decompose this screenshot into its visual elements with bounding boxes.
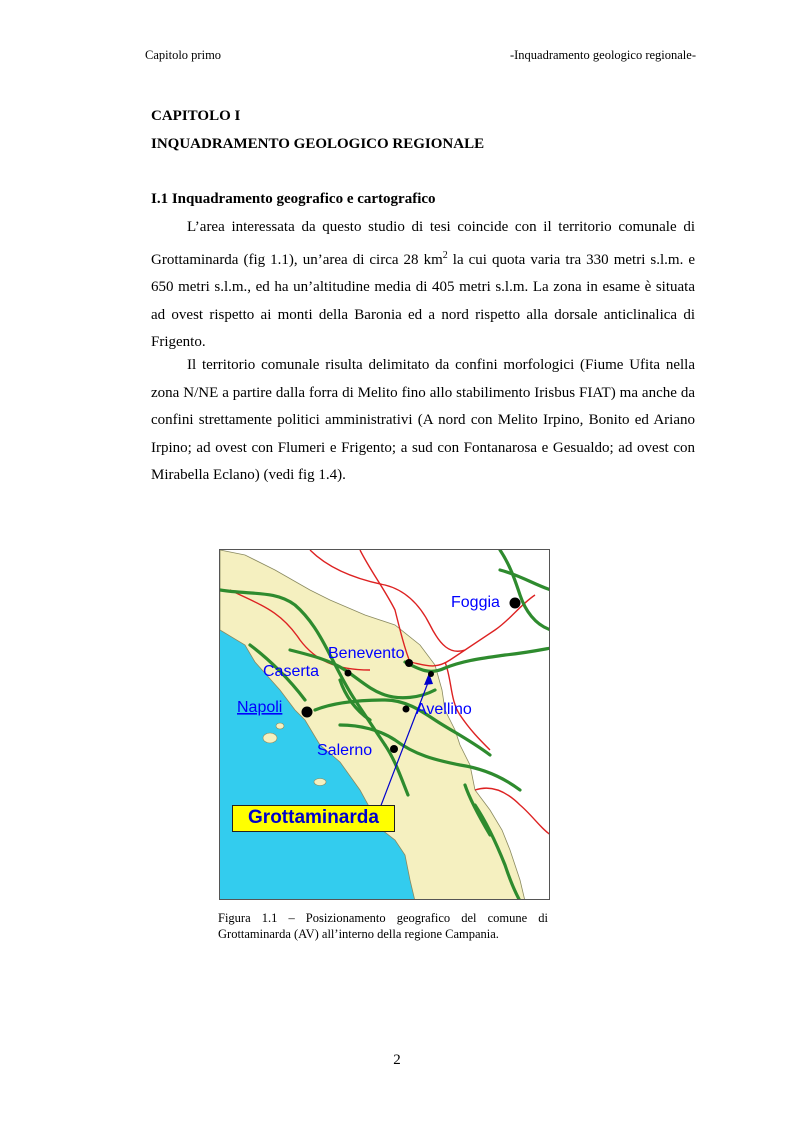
figure-caption: Figura 1.1 – Posizionamento geografico del comune di Grottaminarda (AV) all’interno della regione Campania. [218,911,548,941]
running-header-left: Capitolo primo [145,48,222,62]
grottaminarda-label: Grottaminarda [232,805,395,832]
avellino-dot [403,706,410,713]
running-header-right: -Inquadramento geologico regionale- [509,48,696,62]
salerno-dot [390,745,398,753]
section-heading: I.1 Inquadramento geografico e cartografico [151,191,436,207]
paragraph-1 [151,214,695,357]
benevento-dot [405,659,413,667]
island [314,779,326,786]
superscript-2: 2 [442,249,448,261]
city-label-napoli: Napoli [237,699,283,716]
city-label-avellino: Avellino [416,701,472,718]
island [263,733,277,743]
paragraph-1-part-a: L’area interessata da questo studio di tesi coincide con il territorio comunale di Grottaminarda (fig 1.1), un’area di circa 28 km [151,219,695,268]
campania-map-figure [219,549,550,900]
chapter-number: CAPITOLO I [151,108,241,124]
paragraph-1-part-b: la cui quota varia tra 330 metri s.l.m. e 650 metri s.l.m., ed ha un’altitudine media di 405 metri s.l.m. La zona in esame è situata ad ovest rispetto ai monti della Baronia ed a nord rispetto alla dorsale anticlinalica di Frigento. [151,251,695,350]
paragraph-2-text: Il territorio comunale risulta delimitato da confini morfologici (Fiume Ufita nella zona N/NE a partire dalla forra di Melito fino allo stabilimento Irisbus FIAT) ma anche da confini strettamente politici amministrativi (A nord con Melito Irpino, Bonito ed Ariano Irpino; ad ovest con Flumeri e Frigento; a sud con Fontanarosa e Gesualdo; ad ovest con Mirabella Eclano) (vedi fig 1.4). [151,357,695,483]
caserta-dot [345,670,352,677]
city-label-salerno: Salerno [317,742,373,759]
page-number: 2 [393,1052,401,1068]
city-label-caserta: Caserta [263,663,320,680]
paragraph-2 [151,352,695,490]
campania-map [220,550,550,900]
napoli-dot [302,707,313,718]
foggia-dot [510,598,521,609]
city-label-benevento: Benevento [328,645,405,662]
island [276,723,284,729]
grottaminarda-dot [428,671,434,677]
city-label-foggia: Foggia [451,594,500,611]
chapter-title: INQUADRAMENTO GEOLOGICO REGIONALE [151,136,485,152]
